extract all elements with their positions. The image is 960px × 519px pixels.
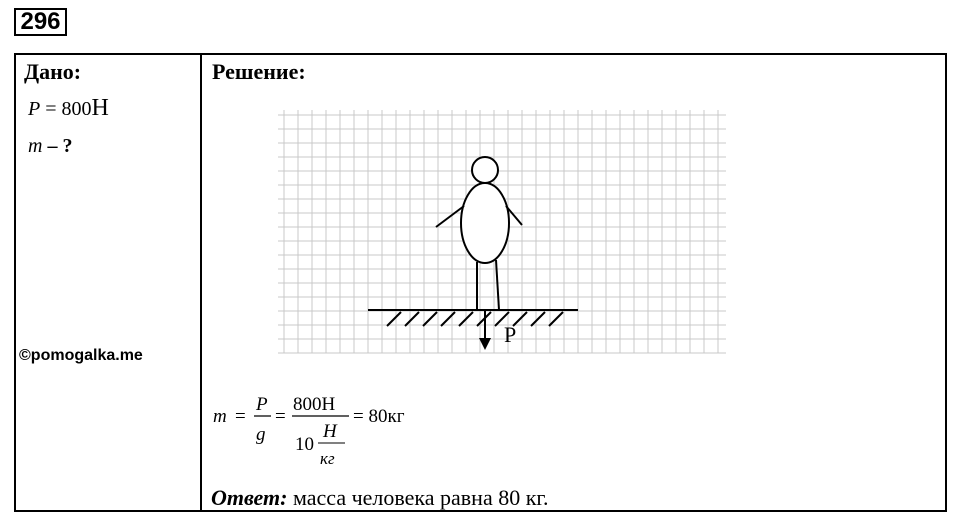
formula-lhs: m (213, 406, 227, 427)
force-label: P (504, 322, 517, 347)
given-unknown (28, 135, 72, 158)
svg-text:=: = (235, 406, 246, 427)
solution-table (14, 53, 947, 512)
column-divider (200, 55, 202, 510)
svg-text:=: = (275, 406, 286, 427)
watermark: ©pomogalka.me (19, 347, 143, 364)
problem-number: 296 (14, 8, 67, 36)
ground (368, 310, 578, 326)
mass-formula (211, 380, 431, 480)
force-diagram (266, 110, 726, 360)
given-unknown-dash: – (42, 135, 63, 157)
given-header: Дано: (24, 59, 82, 84)
person-left-arm (436, 206, 464, 227)
given-weight (28, 95, 109, 122)
solution-header: Решение: (212, 59, 306, 84)
formula-frac1-num: P (256, 394, 268, 415)
given-weight-value: = 800 (40, 98, 92, 120)
formula-frac1-den: g (256, 424, 266, 445)
answer-label: Ответ: (211, 485, 288, 510)
answer-line (211, 485, 548, 511)
formula-frac2-den-coef: 10 (295, 434, 314, 455)
given-unknown-question: ? (62, 135, 73, 157)
weight-arrow (479, 310, 491, 350)
person-right-leg (496, 260, 499, 310)
given-weight-var: P (28, 98, 41, 120)
formula-inner-num: H (323, 421, 337, 442)
formula-result: = 80кг (353, 406, 405, 427)
given-weight-unit: Н (91, 95, 109, 121)
person-body (461, 183, 509, 263)
answer-text: масса человека равна 80 кг. (287, 485, 549, 510)
formula-inner-den: кг (320, 449, 335, 468)
person-figure (436, 157, 522, 310)
given-unknown-var: m (28, 135, 43, 157)
formula-frac2-num: 800H (293, 394, 336, 415)
person-head (472, 157, 498, 183)
